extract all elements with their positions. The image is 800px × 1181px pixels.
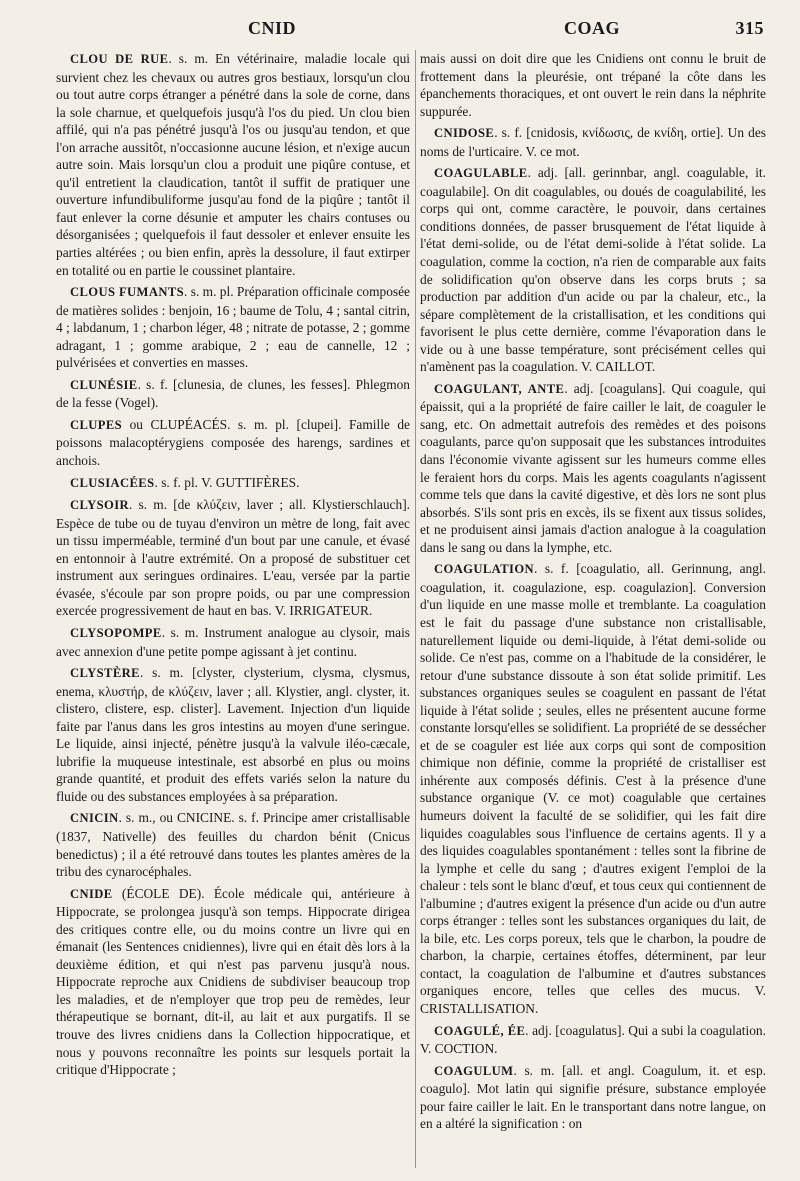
entry-headword: CLUNÉSIE — [70, 377, 138, 392]
entry-headword: CLOUS FUMANTS — [70, 285, 185, 300]
entry-definition: . adj. [coagulatus]. Qui a subi la coagulation. V. COCTION. — [420, 1022, 766, 1057]
entry-headword: COAGULANT, ANTE — [434, 381, 565, 396]
entry-definition: . s. m. [de κλύζειν, laver ; all. Klystierschlauch]. Espèce de tube ou de tuyau d'environ un mètre de long, fait avec un tissu imperméable, terminé d'un bout par une canule, et évasé en entonnoir à l'autre extrémité. On a proposé de substituer cet instrument aux seringues ordinaires. L'eau, versée par la partie évasée, s'écoule par son propre poids, ou par une compression exercée progressivement de haut en bas. V. IRRIGATEUR. — [56, 497, 410, 619]
entry-definition: . s. f. [clunesia, de clunes, les fesses]. Phlegmon de la fesse (Vogel). — [56, 376, 410, 411]
entry-headword: CLYSOIR — [70, 498, 130, 513]
entry-headword: CLUSIACÉES — [70, 475, 155, 490]
left-column — [56, 50, 410, 1083]
entry-headword: CNIDOSE — [434, 126, 495, 141]
dictionary-entry — [420, 1022, 766, 1058]
entry-headword: CNICIN — [70, 811, 119, 826]
page-number: 315 — [735, 18, 764, 38]
entry-definition: . adj. [all. gerinnbar, angl. coagulable, it. coagulabile]. On dit coagulables, ou doués de coagulabilité, les corps qui ont, comme caractère, le pouvoir, dans certaines conditions données, de passer brusquement de l'état liquide à l'état demi-solide, ou de l'état demi-solide à l'état solide. La coagulation, comme la coction, n'a rien de comparable aux faits de solidification qu'on observe dans les corps bruts ; sa production par addition d'un acide ou par la chaleur, etc., la sépare complètement de la cristallisation, et les conditions qui favorisent le plus cette dernière, comme l'évaporation dans le vide ou à une basse température, sont précisément celles qui n'amènent pas la coagulation. V. CAILLOT. — [420, 165, 766, 375]
entry-headword: COAGULÉ, ÉE — [434, 1023, 526, 1038]
header-left-word: CNID — [248, 18, 297, 38]
dictionary-entry — [56, 416, 410, 470]
dictionary-entry — [56, 376, 410, 412]
entry-headword: COAGULATION — [434, 562, 535, 577]
entry-headword: CLYSOPOMPE — [70, 625, 162, 640]
entry-definition: . adj. [coagulans]. Qui coagule, qui épaissit, qui a la propriété de faire cailler le lait, de coaguler le sang, etc. On admettait autrefois des remèdes et des poisons coagulants, parce qu'on supposait que les substances introduites dans l'économie vivante agissent sur les humeurs comme elles le feraient hors du corps. Mais les agents coagulants n'agissent comme tels que dans la cavité digestive, et dès lors ne sont plus absorbés. S'ils sont pris en excès, ils se fixent aux tissus solides, et ne produisent ainsi jamais d'action analogue à la coagulation dans le sang ou dans la lymphe, etc. — [420, 380, 766, 555]
entry-definition: . s. f. [cnidosis, κνίδωσις, de κνίδη, ortie]. Un des noms de l'urticaire. V. ce mot. — [420, 125, 766, 159]
dictionary-entry — [56, 474, 410, 493]
entry-definition: . s. f. pl. V. GUTTIFÈRES. — [154, 474, 300, 490]
dictionary-entry — [56, 50, 410, 279]
dictionary-entry — [420, 1062, 766, 1133]
entry-definition: . s. m. En vétérinaire, maladie locale qui survient chez les chevaux ou autres gros bestiaux, lorsqu'un clou ou tout autre corps étranger a pénétré dans la sole de corne, dans la sole charnue, et quelquefois jusqu'à l'os du pied. Un clou bien affilé, qui n'a pas pénétré jusqu'à l'os ou jusqu'au tendon, et que l'on arrache aussitôt, n'occasionne aucune lésion, et n'exige aucun autre soin. Mais lorsqu'un clou a produit une piqûre contuse, et qu'il entretient la claudication, tantôt il suffit de pratiquer une ouverture infundibuliforme jusqu'au fond de la piqûre ; tantôt il faut enlever la corne désunie et amputer les chairs contuses ou désorganisées ; quelquefois il faut dessoler et enlever ensuite les parties altérées ; ou bien enfin, après la dessolure, il faut extirper en totalité ou en partie le coussinet plantaire. — [56, 51, 411, 278]
entry-definition: . s. f. [coagulatio, all. Gerinnung, angl. coagulation, it. coagulazione, esp. coagulazion]. Conversion d'un liquide en une masse molle et tremblante. La coagulation est le fait du passage d'une substance non cristallisable, naturellement liquide ou demi-liquide, à l'état demi-solide ou solide. Ce n'est pas, comme on a l'habitude de la considérer, le retour d'une substance dissoute à son état solide primitif. Les substances organiques seules se coagulent en passant de l'état liquide à l'état solide ; seules, elles ne présentent aucune forme constante lorsqu'elles se solidifient. La propriété de se dessécher et de se coaguler est liée aux corps qui sont de composition chimique non définie, comme la propriété de cristalliser est inhérente aux composés définis. C'est à la présence d'une substance organique (V. ce mot) coagulable que certaines humeurs doivent la faculté de se solidifier, qui les fait dire liquides coagulables sous l'influence de certains agents. Il y a des liquides coagulables spontanément : telles sont la fibrine de la lymphe et celle du sang ; d'autres exigent l'emploi de la chaleur : tels sont le blanc d'œuf, et tous ceux qui contiennent de l'albumine ; d'autres exigent la présence d'un acide ou d'un autre corps étranger : telles sont les substances organiques du lait, de la bile, etc. Les corps poreux, tels que le charbon, la poudre de charbon, la charpie, certaines étoffes, déterminent, par leur contact, la coagulation de l'albumine et d'autres substances organiques encore, telles que celles des mucus. V. CRISTALLISATION. — [420, 561, 766, 1016]
right-column — [420, 50, 766, 1137]
entry-headword: CLOU DE RUE — [70, 52, 169, 66]
dictionary-entry — [56, 624, 410, 660]
entry-definition: . s. m., ou CNICINE. s. f. Principe amer cristallisable (1837, Nativelle) des feuilles du chardon bénit (Cnicus benedictus) ; il a été retrouvé dans toutes les plantes amères de la tribu des cynarocéphales. — [56, 810, 410, 880]
dictionary-entry — [420, 164, 766, 376]
dictionary-entry — [420, 380, 766, 556]
entry-headword: CLUPES — [70, 417, 123, 432]
entry-headword: COAGULABLE — [434, 166, 528, 181]
entry-definition: mais aussi on doit dire que les Cnidiens ont connu le bruit de frottement dans la pleurésie, ont trépané la côte dans les épanchements thoraciques, et ont ouvert le rein dans la néphrite suppurée. — [420, 51, 766, 119]
entry-definition: . s. m. pl. Préparation officinale composée de matières solides : benjoin, 16 ; baume de Tolu, 4 ; santal citrin, 4 ; labdanum, 1 ; charbon léger, 48 ; nitrate de potasse, 2 ; gomme adragant, 1 ; gomme arabique, 2 ; eau de cannelle, 12 ; pulvérisées et converties en masses. — [56, 284, 410, 371]
column-divider — [415, 50, 416, 1168]
entry-headword: COAGULUM — [434, 1063, 514, 1078]
entry-definition: . s. m. [all. et angl. Coagulum, it. et esp. coagulo]. Mot latin qui signifie présure, substance employée pour faire cailler le lait. En le transportant dans notre langue, on en a altéré la signification : on — [420, 1062, 766, 1132]
dictionary-entry — [420, 124, 766, 160]
entry-definition: ou CLUPÉACÉS. s. m. pl. [clupei]. Famille de poissons malacoptérygiens composée des harengs, sardines et anchois. — [56, 416, 410, 469]
dictionary-entry — [56, 664, 410, 805]
entry-definition: (ÉCOLE DE). École médicale qui, antérieure à Hippocrate, se prolongea jusqu'à son temps. Hippocrate dirigea des critiques contre elle, ou du moins contre un livre qui en émanait (les Sentences cnidiennes), livre qui en était dès lors à la deuxième édition, et qui n'est pas parvenu jusqu'à nous. Hippocrate reproche aux Cnidiens de subdiviser beaucoup trop les maladies, et de n'employer que trop peu de remèdes, leur thérapeutique se bornant, dit-il, au lait et aux purgatifs. Il se trouve des livres cnidiens dans la Collection hippocratique, et nous y pouvons reconnaître les points sur lesquels portait la critique d'Hippocrate ; — [56, 885, 410, 1078]
running-header — [52, 18, 764, 48]
dictionary-entry — [56, 885, 410, 1079]
dictionary-entry — [56, 496, 410, 620]
entry-definition: . s. m. Instrument analogue au clysoir, mais avec annexion d'une petite pompe agissant à jet continu. — [56, 624, 410, 659]
dictionary-entry — [420, 50, 766, 120]
entry-headword: CLYSTÈRE — [70, 666, 140, 681]
entry-headword: CNIDE — [70, 886, 113, 901]
entry-definition: . s. m. [clyster, clysterium, clysma, clysmus, enema, κλυστήρ, de κλύζειν, laver ; all. Klystier, angl. clyster, it. clistero, clistere, esp. clister]. Lavement. Injection d'un liquide faite par l'anus dans les gros intestins au moyen d'une seringue. Le liquide, ainsi injecté, pénètre jusqu'à la valvule iléo-cæcale, lubrifie la muqueuse intestinale, est absorbé en plus ou moins grande quantité, et produit des effets variés selon la nature du fluide ou des substances employées à sa préparation. — [56, 665, 410, 804]
dictionary-entry — [420, 560, 766, 1017]
header-right-word: COAG — [564, 18, 620, 38]
dictionary-entry — [56, 283, 410, 372]
dictionary-entry — [56, 809, 410, 880]
